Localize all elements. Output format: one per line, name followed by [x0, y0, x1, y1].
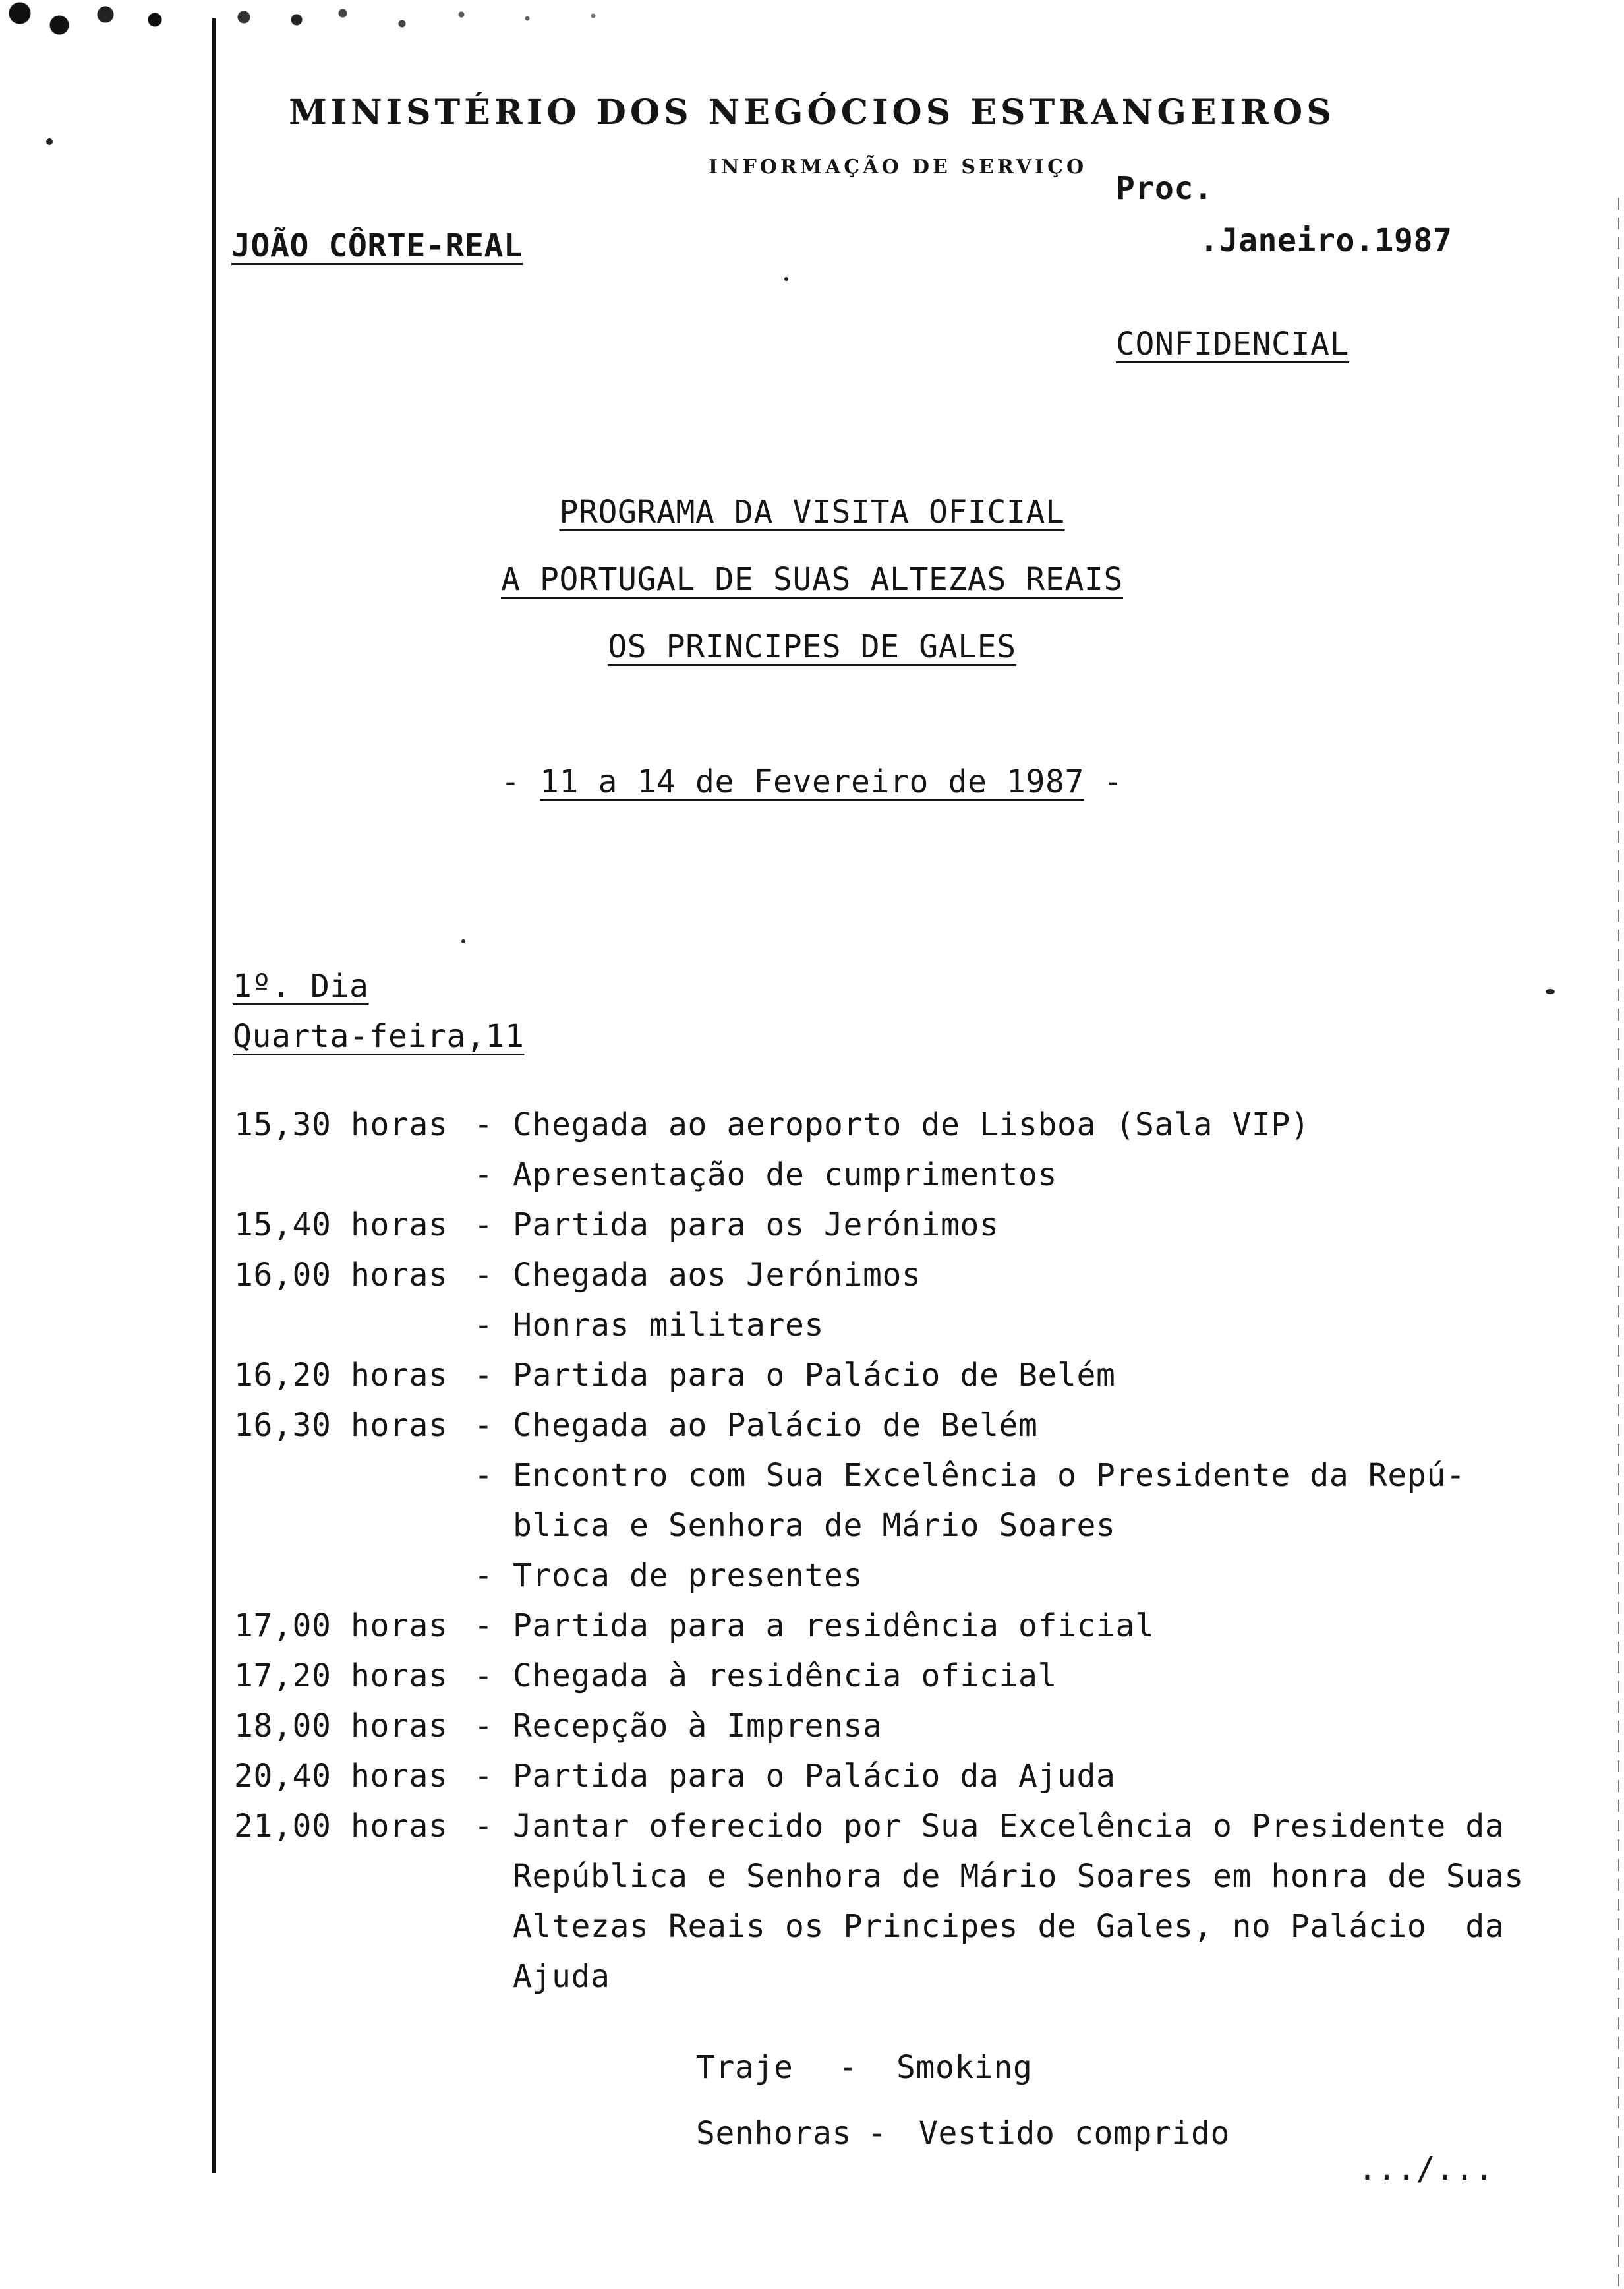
dress-code-label: Senhoras	[696, 2115, 852, 2152]
weekday-label: Quarta-feira,11	[233, 1018, 525, 1055]
schedule-time: 16,30 horas	[234, 1407, 448, 1444]
schedule-time: 21,00 horas	[234, 1808, 448, 1845]
schedule-item: - Partida para os Jerónimos	[474, 1206, 999, 1243]
visit-dates: - 11 a 14 de Fevereiro de 1987 -	[501, 763, 1123, 800]
schedule-time: 18,00 horas	[234, 1708, 448, 1744]
schedule-time: 16,00 horas	[234, 1257, 448, 1293]
ministry-heading: MINISTÉRIO DOS NEGÓCIOS ESTRANGEIROS	[289, 92, 1335, 133]
schedule-time: 15,40 horas	[234, 1206, 448, 1243]
sender-name: JOÃO CÔRTE-REAL	[231, 227, 523, 264]
schedule-time: 20,40 horas	[234, 1758, 448, 1795]
schedule-item: - Apresentação de cumprimentos	[474, 1156, 1057, 1193]
scan-speck	[1546, 989, 1555, 994]
schedule-item: - Partida para o Palácio de Belém	[474, 1357, 1116, 1394]
title-line-3: OS PRINCIPES DE GALES	[608, 628, 1016, 665]
schedule-item: - Jantar oferecido por Sua Excelência o Presidente da	[474, 1808, 1505, 1845]
visit-date-range: 11 a 14 de Fevereiro de 1987	[540, 763, 1084, 800]
schedule-time: 16,20 horas	[234, 1357, 448, 1394]
letterhead-subtitle: INFORMAÇÃO DE SERVIÇO	[709, 156, 1088, 179]
document-date: .Janeiro.1987	[1200, 222, 1453, 259]
schedule-item: - Chegada ao aeroporto de Lisboa (Sala VIP)	[474, 1106, 1310, 1143]
title-line-1: PROGRAMA DA VISITA OFICIAL	[559, 494, 1065, 531]
schedule-item: - Partida para a residência oficial	[474, 1607, 1155, 1644]
schedule-item: - Troca de presentes	[474, 1557, 863, 1594]
schedule-item: - Encontro com Sua Excelência o Presidente da Repú-	[474, 1457, 1466, 1494]
classification-label: CONFIDENCIAL	[1116, 326, 1349, 363]
schedule-time: 17,20 horas	[234, 1657, 448, 1694]
schedule-item: Ajuda	[474, 1958, 610, 1995]
day-label: 1º. Dia	[233, 968, 369, 1005]
scan-speck	[461, 939, 465, 943]
margin-rule	[212, 18, 216, 2173]
scan-noise	[0, 0, 659, 46]
dress-code-value: Smoking	[896, 2049, 1033, 2086]
dress-code-separator: -	[867, 2115, 887, 2152]
schedule-item: - Honras militares	[474, 1307, 824, 1344]
dress-code-value: Vestido comprido	[919, 2115, 1230, 2152]
schedule-item: - Partida para o Palácio da Ajuda	[474, 1758, 1116, 1795]
schedule-time: 17,00 horas	[234, 1607, 448, 1644]
schedule-time: 15,30 horas	[234, 1106, 448, 1143]
dress-code-separator: -	[838, 2049, 858, 2086]
scan-speck	[46, 138, 53, 145]
dress-code-label: Traje	[696, 2049, 794, 2086]
schedule-item: - Recepção à Imprensa	[474, 1708, 883, 1744]
title-line-2: A PORTUGAL DE SUAS ALTEZAS REAIS	[501, 561, 1123, 598]
schedule-item: - Chegada aos Jerónimos	[474, 1257, 921, 1293]
schedule-item: - Chegada à residência oficial	[474, 1657, 1057, 1694]
schedule-item: - Chegada ao Palácio de Belém	[474, 1407, 1038, 1444]
schedule-item: República e Senhora de Mário Soares em honra de Suas	[474, 1858, 1524, 1895]
scan-speck	[784, 277, 788, 281]
schedule-item: Altezas Reais os Principes de Gales, no Palácio da	[474, 1908, 1505, 1945]
proc-label: Proc.	[1116, 170, 1213, 207]
continuation-mark: .../...	[1358, 2151, 1494, 2187]
schedule-item: blica e Senhora de Mário Soares	[474, 1507, 1116, 1544]
